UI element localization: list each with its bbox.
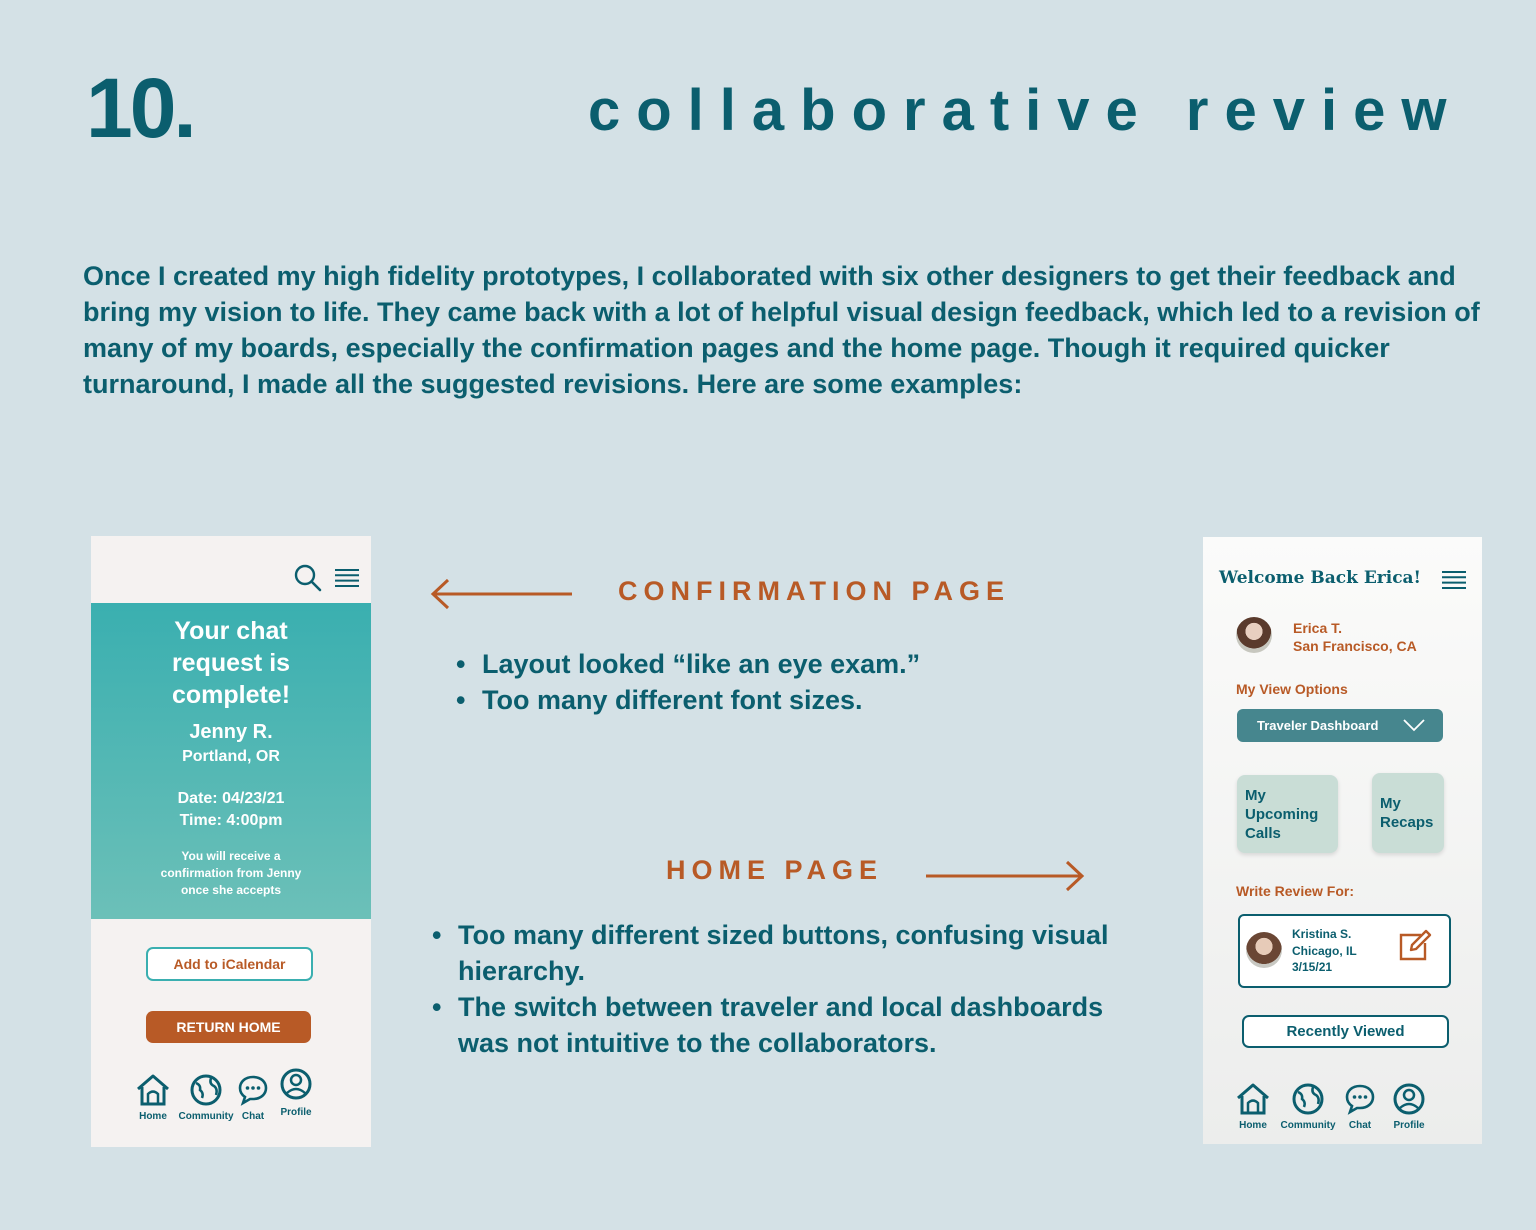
chat-date: Date: 04/23/21 [177,790,285,807]
upcoming-calls-tile[interactable] [1237,775,1338,853]
review-location: Chicago, IL [1292,943,1357,958]
globe-icon [1291,1082,1325,1116]
home-page-heading: HOME PAGE [666,855,884,885]
nav-home[interactable] [135,1073,171,1122]
arrow-right-icon [924,860,1086,892]
list-item: • Too many different font sizes. [454,682,1054,718]
nav-home-label: Home [1239,1120,1267,1131]
section-title: collaborative review [588,78,1463,143]
confirmation-note: You will receive a confirmation from Jenny once she accepts [160,849,302,897]
nav-community-label: Community [178,1111,234,1122]
home-icon [135,1073,171,1107]
search-icon[interactable] [294,564,322,592]
home-feedback-list [430,917,1160,1061]
confirmation-page-heading: CONFIRMATION PAGE [618,576,1010,606]
add-to-calendar-button[interactable]: Add to iCalendar [146,947,313,981]
contact-location: Portland, OR [182,748,280,765]
contact-name: Jenny R. [189,721,273,743]
nav-chat-label: Chat [1348,1120,1372,1131]
section-number: 10. [86,61,194,155]
write-review-label: Write Review For: [1236,883,1354,899]
home-icon [1235,1082,1271,1116]
nav-home[interactable] [1235,1082,1271,1131]
bottom-nav [1235,1082,1427,1131]
review-name: Kristina S. [1292,927,1352,941]
upcoming-calls-label: My Upcoming Calls [1245,786,1319,842]
intro-paragraph: Once I created my high fidelity prototypes, I collaborated with six other designers to get their feedback and bring my vision to life. They came back with a lot of helpful visual design feedback, which led to a revision of many of my boards, especially the confirmation pages and the home page. Though it required quicker turnaround, I made all the suggested revisions. Here are some examples: [83,261,1480,399]
nav-community[interactable] [1279,1082,1337,1131]
nav-profile-label: Profile [1393,1120,1425,1131]
nav-profile[interactable] [278,1067,314,1122]
confirmation-feedback-list [454,646,1054,718]
home-phone-mockup [1203,537,1482,1144]
globe-icon [189,1073,223,1107]
profile-icon [279,1067,313,1103]
chat-time: Time: 4:00pm [179,812,283,829]
review-date: 3/15/21 [1292,960,1333,974]
user-location: San Francisco, CA [1293,638,1417,654]
arrow-left-icon [430,578,574,610]
nav-community[interactable] [179,1073,233,1122]
chat-icon [237,1073,269,1107]
review-card[interactable] [1238,914,1451,988]
list-item: • The switch between traveler and local dashboards was not intuitive to the collaborators. [430,989,1160,1061]
nav-chat[interactable] [236,1073,270,1122]
nav-chat[interactable] [1343,1082,1377,1131]
avatar [1246,932,1282,968]
nav-profile-label: Profile [280,1107,312,1118]
chevron-down-icon [1403,718,1425,732]
recently-viewed-button[interactable]: Recently Viewed [1242,1015,1449,1048]
user-name: Erica T. [1293,620,1343,636]
bottom-nav [135,1073,314,1122]
avatar[interactable] [1236,617,1272,653]
list-item: • Too many different sized buttons, confusing visual hierarchy. [430,917,1160,989]
list-item: • Layout looked “like an eye exam.” [454,646,1054,682]
nav-community-label: Community [1280,1120,1336,1131]
hamburger-menu-icon[interactable] [334,568,360,588]
chat-icon [1344,1082,1376,1116]
hamburger-menu-icon[interactable] [1441,570,1467,590]
confirmation-headline: Your chat request is complete! [171,617,291,709]
phone-top-bar [91,536,371,603]
edit-icon[interactable] [1397,928,1433,962]
welcome-heading: Welcome Back Erica! [1219,568,1422,588]
review-details [1292,926,1357,976]
return-home-button[interactable]: RETURN HOME [146,1011,311,1043]
nav-home-label: Home [139,1111,167,1122]
dashboard-select-value: Traveler Dashboard [1257,718,1379,733]
recaps-label: My Recaps [1380,795,1434,831]
profile-icon [1392,1082,1426,1116]
nav-profile[interactable] [1391,1082,1427,1131]
dashboard-select[interactable] [1237,709,1443,742]
recaps-tile[interactable] [1372,773,1444,853]
confirmation-phone-mockup [91,536,371,1147]
nav-chat-label: Chat [241,1111,265,1122]
view-options-label: My View Options [1236,681,1348,697]
confirmation-card [91,603,371,919]
user-info [1293,619,1417,655]
